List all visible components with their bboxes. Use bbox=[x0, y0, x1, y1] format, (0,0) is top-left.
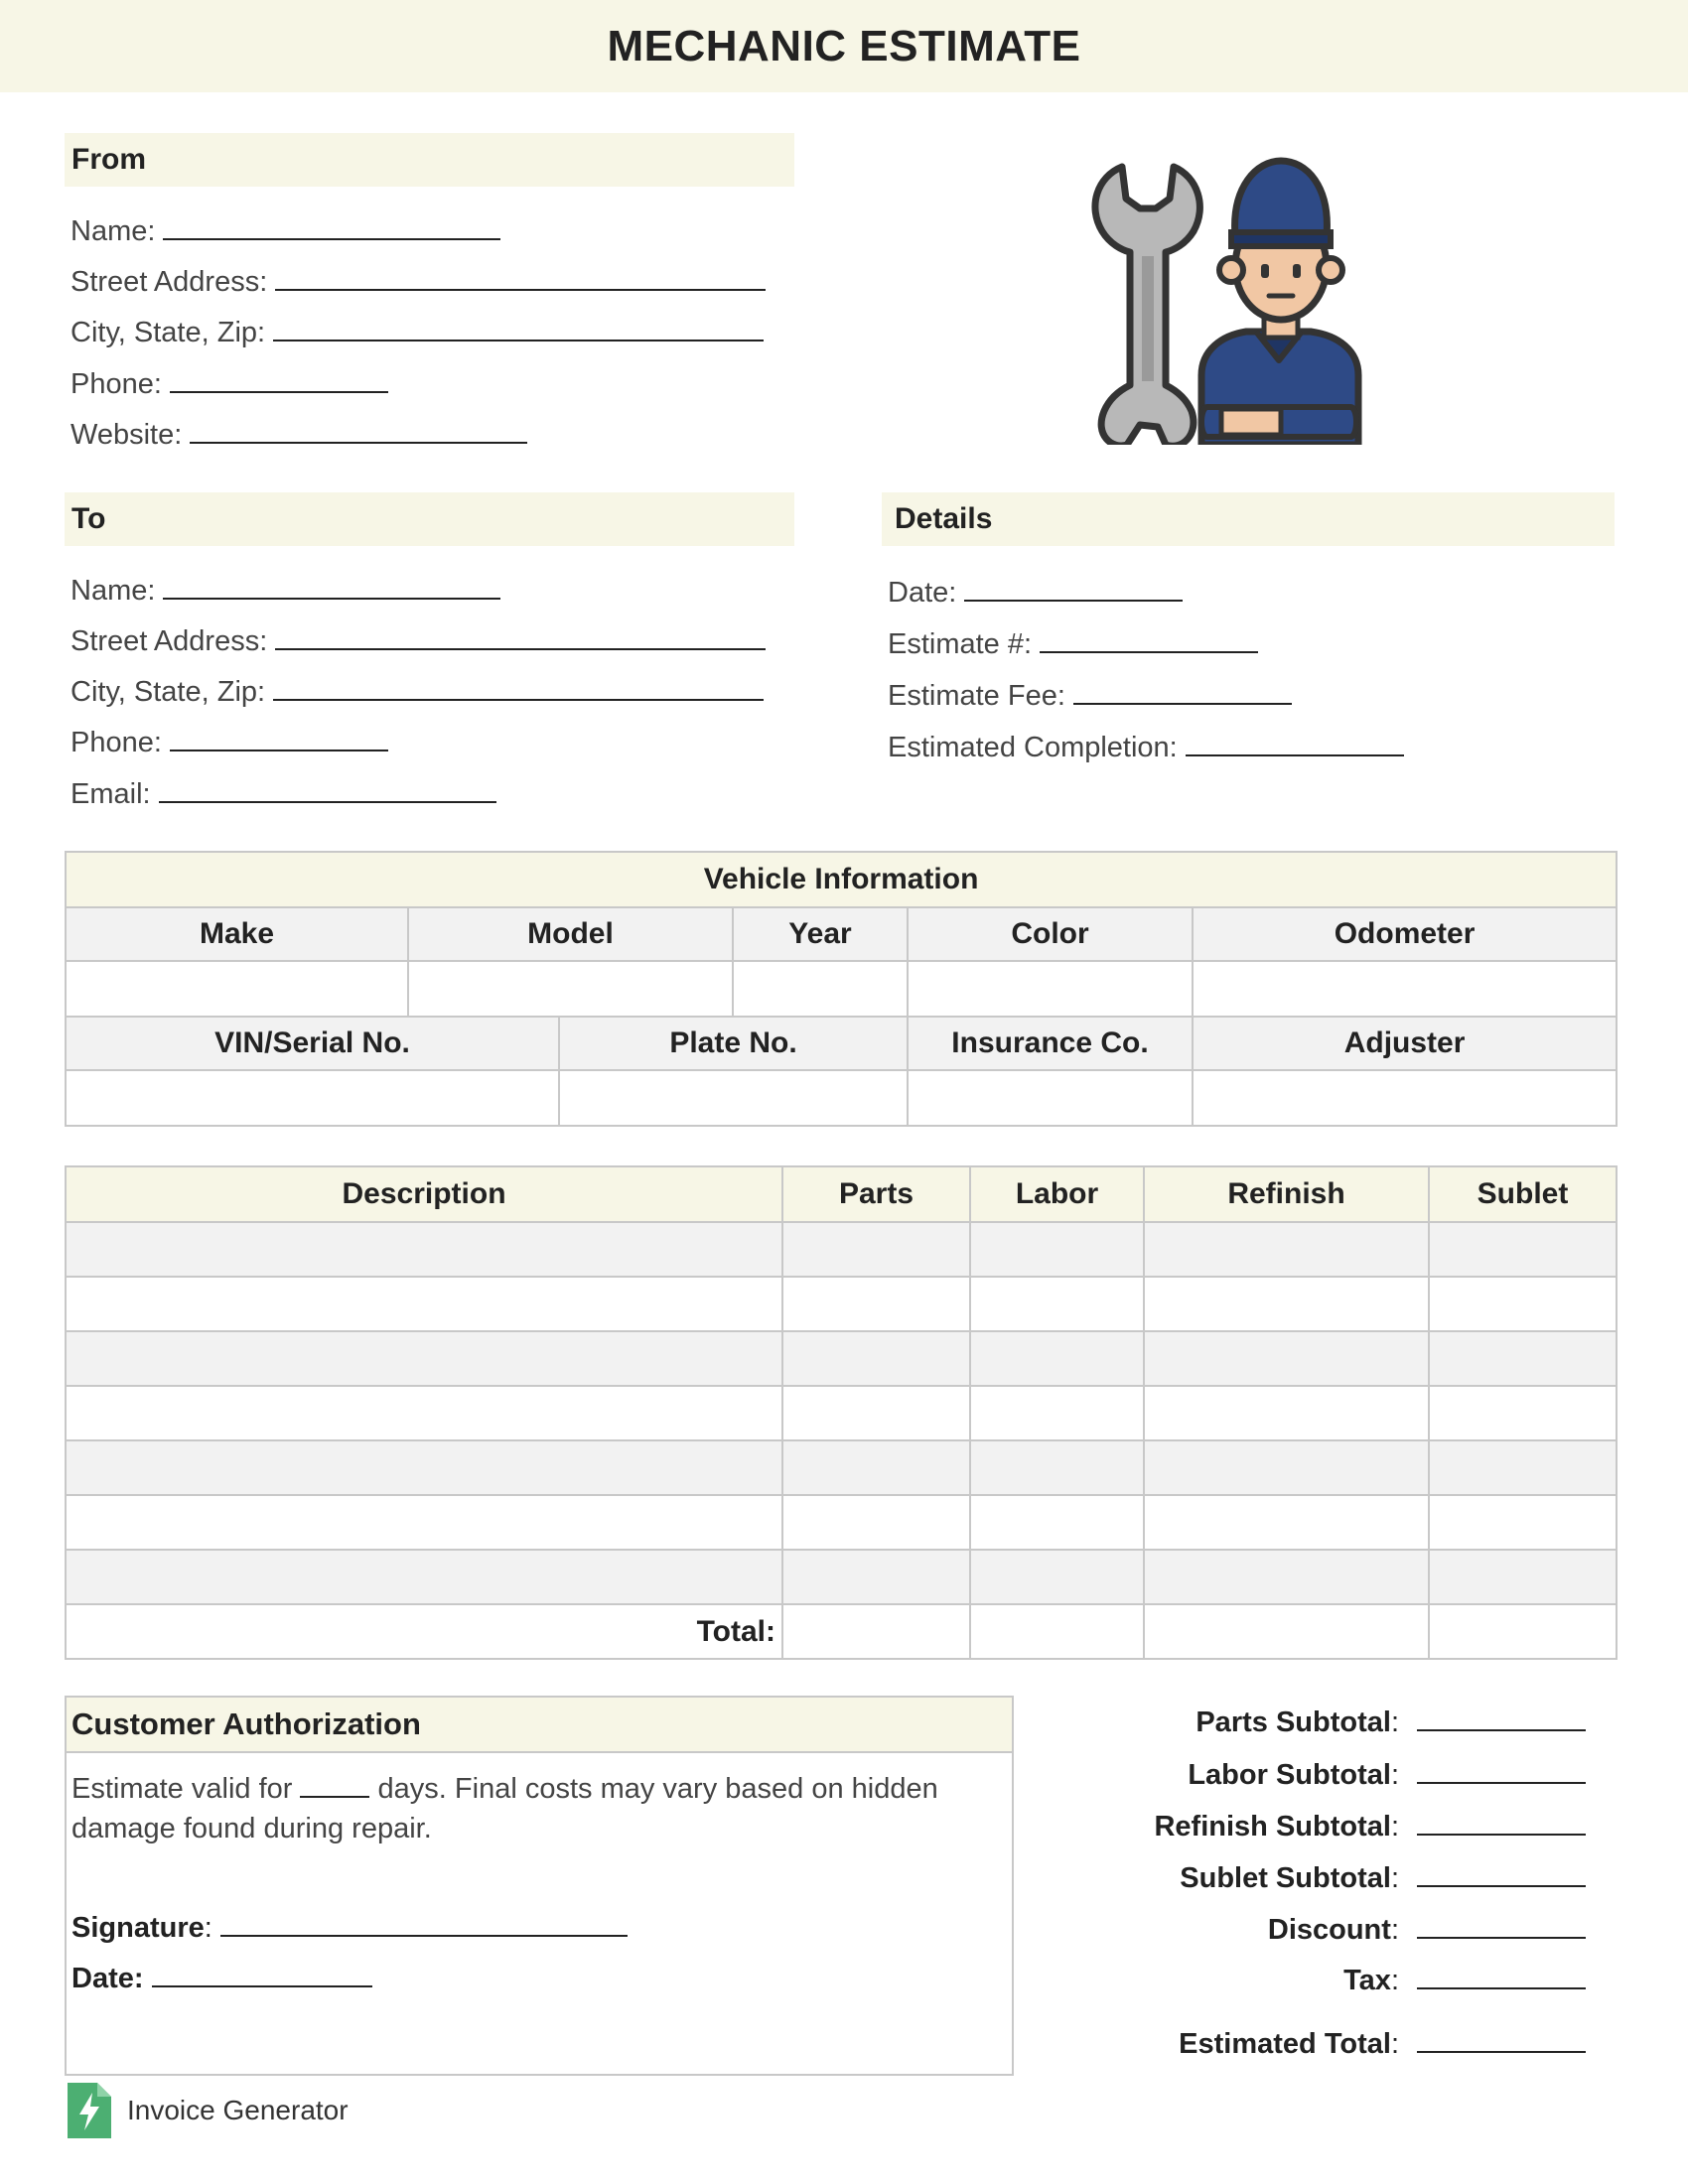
cell-labor[interactable] bbox=[970, 1277, 1144, 1331]
parts-subtotal-line[interactable] bbox=[1417, 1706, 1586, 1731]
details-estimate-number-label: Estimate #: bbox=[888, 628, 1033, 660]
labor-subtotal-row: Labor Subtotal : bbox=[1188, 1758, 1586, 1792]
details-date-field[interactable] bbox=[888, 576, 1183, 610]
cell-refinish[interactable] bbox=[1144, 1550, 1429, 1604]
cell-refinish[interactable] bbox=[1144, 1277, 1429, 1331]
cell-parts[interactable] bbox=[782, 1550, 970, 1604]
brand-name: Invoice Generator bbox=[127, 2095, 349, 2125]
to-phone-field[interactable] bbox=[70, 726, 388, 759]
cell-labor[interactable] bbox=[970, 1550, 1144, 1604]
to-name-field[interactable] bbox=[70, 574, 500, 608]
tax-row: Tax : bbox=[1343, 1964, 1586, 1997]
col-color: Color bbox=[908, 907, 1193, 961]
cell-labor[interactable] bbox=[970, 1386, 1144, 1440]
to-name-label: Name: bbox=[70, 575, 156, 607]
from-website-line[interactable] bbox=[190, 418, 527, 444]
brand-footer bbox=[68, 2083, 349, 2138]
parts-subtotal-row: Parts Subtotal : bbox=[1196, 1706, 1586, 1739]
col-parts: Parts bbox=[782, 1166, 970, 1222]
to-heading: To bbox=[65, 492, 794, 546]
tax-line[interactable] bbox=[1417, 1964, 1586, 1989]
from-heading: From bbox=[65, 133, 794, 187]
from-phone-field[interactable] bbox=[70, 367, 388, 401]
cell-year[interactable] bbox=[733, 961, 908, 1017]
title-bar bbox=[0, 0, 1688, 92]
vehicle-info-table bbox=[65, 851, 1618, 1127]
cell-parts[interactable] bbox=[782, 1440, 970, 1495]
from-street-field[interactable] bbox=[70, 265, 766, 299]
to-phone-line[interactable] bbox=[170, 726, 388, 751]
from-phone-line[interactable] bbox=[170, 367, 388, 393]
col-adjuster: Adjuster bbox=[1193, 1017, 1617, 1070]
to-street-line[interactable] bbox=[275, 624, 766, 650]
to-name-line[interactable] bbox=[163, 574, 500, 600]
page-title: MECHANIC ESTIMATE bbox=[607, 21, 1081, 70]
cell-refinish[interactable] bbox=[1144, 1495, 1429, 1550]
col-plate: Plate No. bbox=[559, 1017, 908, 1070]
details-date-line[interactable] bbox=[964, 576, 1183, 602]
line-items-table bbox=[65, 1165, 1618, 1660]
vehicle-info-heading: Vehicle Information bbox=[66, 852, 1617, 907]
total-labor[interactable] bbox=[970, 1604, 1144, 1659]
cell-color[interactable] bbox=[908, 961, 1193, 1017]
cell-refinish[interactable] bbox=[1144, 1386, 1429, 1440]
cell-description[interactable] bbox=[66, 1495, 782, 1550]
total-label: Total: bbox=[66, 1604, 782, 1659]
from-website-field[interactable] bbox=[70, 418, 527, 452]
from-name-line[interactable] bbox=[163, 214, 500, 240]
total-parts[interactable] bbox=[782, 1604, 970, 1659]
signature-label: Signature bbox=[71, 1912, 205, 1944]
cell-refinish[interactable] bbox=[1144, 1331, 1429, 1386]
to-city-field[interactable] bbox=[70, 675, 764, 709]
from-city-field[interactable] bbox=[70, 316, 764, 349]
cell-sublet[interactable] bbox=[1429, 1495, 1617, 1550]
from-street-label: Street Address: bbox=[70, 266, 268, 298]
auth-date-line[interactable] bbox=[152, 1962, 372, 1987]
cell-sublet[interactable] bbox=[1429, 1331, 1617, 1386]
cell-refinish[interactable] bbox=[1144, 1440, 1429, 1495]
cell-sublet[interactable] bbox=[1429, 1222, 1617, 1277]
table-row bbox=[66, 1495, 1617, 1550]
signature-line[interactable] bbox=[220, 1911, 628, 1937]
signature-field[interactable]: Signature : bbox=[71, 1911, 628, 1945]
cell-labor[interactable] bbox=[970, 1331, 1144, 1386]
col-make: Make bbox=[66, 907, 408, 961]
col-description: Description bbox=[66, 1166, 782, 1222]
cell-sublet[interactable] bbox=[1429, 1440, 1617, 1495]
cell-plate[interactable] bbox=[559, 1070, 908, 1126]
details-estimate-fee-line[interactable] bbox=[1073, 679, 1292, 705]
sublet-subtotal-row: Sublet Subtotal : bbox=[1180, 1861, 1586, 1895]
table-row bbox=[66, 1386, 1617, 1440]
total-sublet[interactable] bbox=[1429, 1604, 1617, 1659]
col-sublet: Sublet bbox=[1429, 1166, 1617, 1222]
authorization-heading: Customer Authorization bbox=[67, 1698, 1012, 1753]
details-heading: Details bbox=[882, 492, 1615, 546]
from-phone-label: Phone: bbox=[70, 368, 162, 400]
cell-make[interactable] bbox=[66, 961, 408, 1017]
table-row bbox=[66, 1550, 1617, 1604]
sublet-subtotal-line[interactable] bbox=[1417, 1861, 1586, 1887]
to-city-label: City, State, Zip: bbox=[70, 676, 266, 708]
details-estimate-number-line[interactable] bbox=[1040, 627, 1258, 653]
refinish-subtotal-row: Refinish Subtotal : bbox=[1154, 1810, 1586, 1843]
details-completion-line[interactable] bbox=[1186, 731, 1404, 756]
authorization-text bbox=[71, 1769, 1005, 1848]
to-city-line[interactable] bbox=[273, 675, 764, 701]
refinish-subtotal-label: Refinish Subtotal bbox=[1154, 1811, 1391, 1843]
details-date-label: Date: bbox=[888, 577, 957, 609]
from-city-line[interactable] bbox=[273, 316, 764, 341]
details-completion-field[interactable] bbox=[888, 731, 1404, 764]
from-street-line[interactable] bbox=[275, 265, 766, 291]
cell-description[interactable] bbox=[66, 1386, 782, 1440]
to-email-field[interactable] bbox=[70, 777, 496, 811]
cell-vin[interactable] bbox=[66, 1070, 559, 1126]
details-estimate-fee-field[interactable] bbox=[888, 679, 1292, 713]
total-refinish[interactable] bbox=[1144, 1604, 1429, 1659]
cell-labor[interactable] bbox=[970, 1440, 1144, 1495]
cell-adjuster[interactable] bbox=[1193, 1070, 1617, 1126]
cell-model[interactable] bbox=[408, 961, 733, 1017]
to-phone-label: Phone: bbox=[70, 727, 162, 758]
cell-description[interactable] bbox=[66, 1550, 782, 1604]
cell-sublet[interactable] bbox=[1429, 1550, 1617, 1604]
cell-parts[interactable] bbox=[782, 1277, 970, 1331]
to-street-field[interactable] bbox=[70, 624, 766, 658]
cell-parts[interactable] bbox=[782, 1495, 970, 1550]
discount-line[interactable] bbox=[1417, 1913, 1586, 1939]
labor-subtotal-line[interactable] bbox=[1417, 1758, 1586, 1784]
from-website-label: Website: bbox=[70, 419, 183, 451]
sublet-subtotal-label: Sublet Subtotal bbox=[1180, 1862, 1391, 1894]
invoice-generator-logo-icon bbox=[68, 2083, 111, 2138]
cell-parts[interactable] bbox=[782, 1386, 970, 1440]
col-odometer: Odometer bbox=[1193, 907, 1617, 961]
auth-date-label: Date: bbox=[71, 1963, 144, 1994]
cell-labor[interactable] bbox=[970, 1495, 1144, 1550]
cell-parts[interactable] bbox=[782, 1331, 970, 1386]
details-estimate-fee-label: Estimate Fee: bbox=[888, 680, 1065, 712]
estimated-total-row: Estimated Total : bbox=[1179, 2027, 1586, 2061]
authorization-text-after: days. Final costs may vary based on hidden damage found during repair. bbox=[71, 1773, 938, 1844]
details-completion-label: Estimated Completion: bbox=[888, 732, 1178, 763]
estimated-total-label: Estimated Total bbox=[1179, 2028, 1391, 2060]
cell-labor[interactable] bbox=[970, 1222, 1144, 1277]
from-city-label: City, State, Zip: bbox=[70, 317, 266, 348]
cell-sublet[interactable] bbox=[1429, 1386, 1617, 1440]
total-row bbox=[66, 1604, 1617, 1659]
cell-sublet[interactable] bbox=[1429, 1277, 1617, 1331]
authorization-text-before: Estimate valid for bbox=[71, 1773, 293, 1805]
cell-description[interactable] bbox=[66, 1277, 782, 1331]
cell-refinish[interactable] bbox=[1144, 1222, 1429, 1277]
cell-odometer[interactable] bbox=[1193, 961, 1617, 1017]
mechanic-icon bbox=[1082, 147, 1380, 445]
col-labor: Labor bbox=[970, 1166, 1144, 1222]
to-email-label: Email: bbox=[70, 778, 151, 810]
estimated-total-line[interactable] bbox=[1417, 2027, 1586, 2053]
details-estimate-number-field[interactable] bbox=[888, 627, 1258, 661]
col-vin: VIN/Serial No. bbox=[66, 1017, 559, 1070]
col-year: Year bbox=[733, 907, 908, 961]
discount-row: Discount : bbox=[1268, 1913, 1586, 1947]
col-model: Model bbox=[408, 907, 733, 961]
tax-label: Tax bbox=[1343, 1965, 1391, 1996]
cell-description[interactable] bbox=[66, 1440, 782, 1495]
labor-subtotal-label: Labor Subtotal bbox=[1188, 1759, 1391, 1791]
to-street-label: Street Address: bbox=[70, 625, 268, 657]
table-row bbox=[66, 1277, 1617, 1331]
table-row bbox=[66, 1331, 1617, 1386]
cell-description[interactable] bbox=[66, 1222, 782, 1277]
from-name-label: Name: bbox=[70, 215, 156, 247]
cell-description[interactable] bbox=[66, 1331, 782, 1386]
cell-insurance[interactable] bbox=[908, 1070, 1193, 1126]
from-name-field[interactable] bbox=[70, 214, 500, 248]
table-row bbox=[66, 1222, 1617, 1277]
parts-subtotal-label: Parts Subtotal bbox=[1196, 1706, 1391, 1738]
col-insurance: Insurance Co. bbox=[908, 1017, 1193, 1070]
auth-date-field[interactable] bbox=[71, 1962, 372, 1995]
valid-days-blank[interactable] bbox=[300, 1774, 369, 1798]
table-row bbox=[66, 1440, 1617, 1495]
refinish-subtotal-line[interactable] bbox=[1417, 1810, 1586, 1836]
to-email-line[interactable] bbox=[159, 777, 496, 803]
cell-parts[interactable] bbox=[782, 1222, 970, 1277]
discount-label: Discount bbox=[1267, 1914, 1391, 1946]
col-refinish: Refinish bbox=[1144, 1166, 1429, 1222]
customer-authorization-box bbox=[65, 1696, 1014, 2076]
